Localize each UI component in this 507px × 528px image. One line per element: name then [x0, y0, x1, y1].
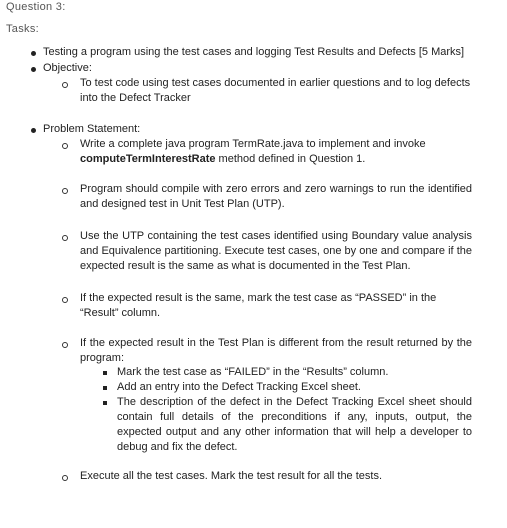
- circle-bullet-icon: [62, 82, 68, 88]
- method-name: computeTermInterestRate: [80, 153, 216, 165]
- task-summary: Testing a program using the test cases and logging Test Results and Defects [5 Marks]: [43, 46, 465, 58]
- question-heading: Question 3:: [6, 1, 66, 13]
- objective-text: To test code using test cases documented in earlier questions and to log defects into the Defect Tracker: [80, 77, 471, 104]
- problem-statement-label: Problem Statement:: [43, 123, 141, 135]
- ps-item-6: Execute all the test cases. Mark the test result for all the tests.: [80, 470, 383, 482]
- circle-bullet-icon: [62, 188, 68, 194]
- circle-bullet-icon: [62, 297, 68, 303]
- ps5-sub-2: Add an entry into the Defect Tracking Excel sheet.: [117, 381, 361, 393]
- ps-item-2: Program should compile with zero errors and zero warnings to run the identified and designed test in Unit Test Plan (UTP).: [80, 183, 472, 210]
- bullet-icon: [31, 128, 36, 133]
- ps-item-4: If the expected result is the same, mark the test case as “PASSED” in the “Result” column.: [80, 292, 437, 319]
- square-bullet-icon: [103, 386, 107, 390]
- ps-item-5: If the expected result in the Test Plan is different from the result returned by the program:: [80, 337, 472, 364]
- circle-bullet-icon: [62, 235, 68, 241]
- circle-bullet-icon: [62, 475, 68, 481]
- ps-item-3: Use the UTP containing the test cases identified using Boundary value analysis and Equivalence partitioning. Execute test cases, one by one and compare if the expected result is the same as what is documented in the Test Plan.: [80, 230, 472, 272]
- ps1-text-b: method defined in Question 1.: [215, 153, 366, 165]
- square-bullet-icon: [103, 371, 107, 375]
- bullet-icon: [31, 51, 36, 56]
- circle-bullet-icon: [62, 143, 68, 149]
- ps5-sub-3: The description of the defect in the Defect Tracking Excel sheet should contain full details of the preconditions if any, inputs, output, the expected output and any other information that will help a developer to debug and fix the defect.: [117, 396, 472, 453]
- ps1-text-a: Write a complete java program TermRate.java to implement and invoke: [80, 138, 426, 150]
- tasks-label: Tasks:: [6, 23, 39, 35]
- ps5-sub-1: Mark the test case as “FAILED” in the “Results” column.: [117, 366, 389, 378]
- objective-label: Objective:: [43, 62, 92, 74]
- ps-item-1: [80, 137, 472, 167]
- circle-bullet-icon: [62, 342, 68, 348]
- bullet-icon: [31, 67, 36, 72]
- square-bullet-icon: [103, 401, 107, 405]
